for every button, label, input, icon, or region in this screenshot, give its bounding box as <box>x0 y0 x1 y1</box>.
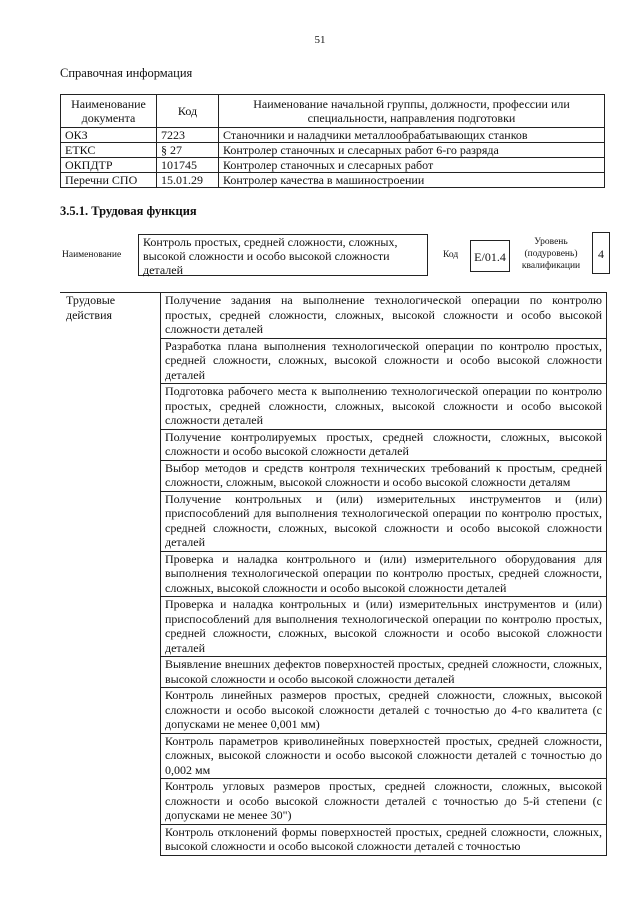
reference-table-header <box>61 95 605 128</box>
labor-action-item: Проверка и наладка контрольных и (или) измерительных инструментов и (или) приспособлений для выполнения технологической операции по контролю простых, средней сложности, сложных, высокой сложности и особо высокой сложности деталей <box>161 597 607 657</box>
cell-code: 15.01.29 <box>157 173 219 188</box>
cell-document: Перечни СПО <box>61 173 157 188</box>
labor-actions-label: Трудовые действия <box>60 293 161 856</box>
cell-code: § 27 <box>157 143 219 158</box>
labor-action-item: Контроль отклонений формы поверхностей простых, средней сложности, сложных, высокой сложности и особо высокой сложности деталей с точностью <box>161 824 607 855</box>
cell-document: ОКПДТР <box>61 158 157 173</box>
cell-code: 101745 <box>157 158 219 173</box>
table-row <box>61 143 605 158</box>
function-code-label: Код <box>443 250 459 260</box>
cell-code: 7223 <box>157 128 219 143</box>
function-name-value: Контроль простых, средней сложности, сложных, высокой сложности и особо высокой сложности деталей <box>138 234 428 276</box>
labor-action-item: Подготовка рабочего места к выполнению технологической операции по контролю простых, средней сложности, сложных, высокой сложности и особо высокой сложности деталей <box>161 384 607 430</box>
qualification-level-label: Уровень (подуровень) квалификации <box>521 237 581 271</box>
labor-action-item: Контроль линейных размеров простых, средней сложности, сложных, высокой сложности и особо высокой сложности деталей с точностью до 4-го квалитета (с допусками не менее 0,001 мм) <box>161 688 607 734</box>
cell-document: ЕТКС <box>61 143 157 158</box>
cell-group-name: Контролер станочных и слесарных работ <box>219 158 605 173</box>
function-code-value: E/01.4 <box>470 240 510 272</box>
function-name-label: Наименование <box>62 250 122 260</box>
reference-title: Справочная информация <box>60 66 193 80</box>
labor-action-item: Контроль параметров криволинейных поверхностей простых, средней сложности, сложных, высокой сложности и особо высокой сложности деталей с точностью до 0,002 мм <box>161 733 607 779</box>
labor-action-item: Получение контрольных и (или) измерительных инструментов и (или) приспособлений для выполнения технологической операции по контролю простых, средней сложности, сложных, высокой сложности и особо высокой сложности деталей <box>161 491 607 551</box>
labor-action-item: Выбор методов и средств контроля технических требований к простым, средней сложности, сложным, высокой сложности и особо высокой сложности деталям <box>161 460 607 491</box>
labor-action-item: Получение задания на выполнение технологической операции по контролю простых, средней сложности, сложных, высокой сложности и особо высокой сложности деталей <box>161 293 607 339</box>
header-document: Наименование документа <box>61 95 157 128</box>
cell-group-name: Контролер станочных и слесарных работ 6-го разряда <box>219 143 605 158</box>
table-row <box>61 128 605 143</box>
page-number: 51 <box>314 34 326 46</box>
cell-group-name: Станочники и наладчики металлообрабатывающих станков <box>219 128 605 143</box>
labor-action-item: Выявление внешних дефектов поверхностей простых, средней сложности, сложных, высокой сложности и особо высокой сложности деталей <box>161 657 607 688</box>
reference-table <box>60 94 605 188</box>
header-group-name: Наименование начальной группы, должности, профессии или специальности, направления подготовки <box>219 95 605 128</box>
table-row <box>60 293 607 339</box>
cell-document: ОКЗ <box>61 128 157 143</box>
labor-action-item: Разработка плана выполнения технологической операции по контролю простых, средней сложности, сложных, высокой сложности и особо высокой сложности деталей <box>161 338 607 384</box>
labor-action-item: Получение контролируемых простых, средней сложности, сложных, высокой сложности и особо высокой сложности деталей <box>161 429 607 460</box>
cell-group-name: Контролер качества в машиностроении <box>219 173 605 188</box>
labor-actions-table <box>60 292 607 856</box>
header-code: Код <box>157 95 219 128</box>
table-row <box>61 158 605 173</box>
labor-action-item: Контроль угловых размеров простых, средней сложности, сложных, высокой сложности и особо высокой сложности деталей с точностью до 5-й степени (с допусками не менее 30") <box>161 779 607 825</box>
section-title: 3.5.1. Трудовая функция <box>60 204 197 218</box>
labor-action-item: Проверка и наладка контрольного и (или) измерительного оборудования для выполнения технологической операции по контролю простых, средней сложности, сложных, высокой сложности и особо высокой сложности деталей <box>161 551 607 597</box>
table-row <box>61 173 605 188</box>
qualification-level-value: 4 <box>592 232 610 274</box>
